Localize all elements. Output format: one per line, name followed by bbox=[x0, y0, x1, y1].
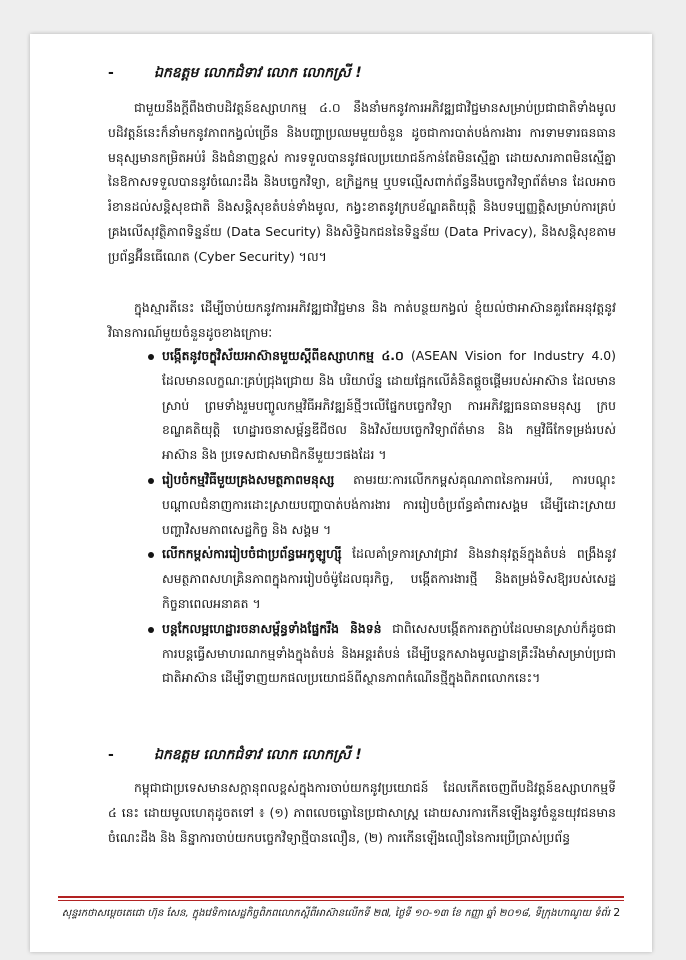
bullet-icon bbox=[148, 627, 154, 633]
list-item bbox=[148, 617, 616, 691]
paragraph-challenges: ជាមួយនឹងក្តីពឹងថាបដិវត្តន៍ឧស្សាហកម្ម ៤.០ នឹងនាំមកនូវការអភិវឌ្ឍជាវិជ្ជមានសម្រាប់ប្រជាជាតិទាំងមូល បដិវត្តន៍នេះក៏នាំមកនូវភាពកង្វល់ច្រើន និងបញ្ហាប្រឈមមួយចំនួន ដូចជាការបាត់បង់ការងារ ការទាមទារធនធានមនុស្សមានកម្រិតអប់រំ និងជំនាញខ្ពស់ ការទទួលបាននូវផលប្រយោជន៍កាន់តែមិនស្មើគ្នា ដោយសារភាពមិនស្មើគ្នានៃឱកាសទទួលបាននូវចំណេះដឹង និងបច្ចេកវិទ្យា, ឧក្រិដ្ឋកម្ម ឬបទល្មើសពាក់ព័ន្ធនឹងបច្ចេកវិទ្យាព័ត៌មាន ដែលអាចរំខានដល់សន្តិសុខជាតិ និងសន្តិសុខតំបន់ទាំងមូល, កង្វះខាតនូវក្របខ័ណ្ឌគតិយុត្តិ និងបទប្បញ្ញត្តិសម្រាប់ការគ្រប់គ្រងលើសុវត្ថិភាពទិន្នន័យ (Data Security) និងសិទ្ធិឯកជននៃទិន្នន័យ (Data Privacy), និងសន្តិសុខតាមប្រព័ន្ធអ៊ីនធើណេត (Cyber Security) ។ល។ bbox=[108, 100, 616, 264]
list-item bbox=[148, 468, 616, 542]
heading-dash: - bbox=[108, 65, 114, 81]
bullet-icon bbox=[148, 354, 154, 360]
bullet-text: តាមរយៈការលើកកម្ពស់គុណភាពនៃការអប់រំ, ការបណ្តុះបណ្តាលជំនាញការដោះស្រាយបញ្ហាបាត់បង់ការងារ ការរៀបចំប្រព័ន្ធគាំពារសង្គម ដើម្បីដោះស្រាយបញ្ហាវិសមភាពសេដ្ឋកិច្ច និង សង្គម ។ bbox=[162, 471, 616, 537]
bullet-lead: លើកកម្ពស់ការរៀបចំជាប្រព័ន្ធអេកូឡូហ្ស៊ី bbox=[162, 546, 342, 562]
page-footer bbox=[30, 906, 652, 921]
salutation-heading-2 bbox=[108, 744, 616, 766]
bullet-text: ជាពិសេសបង្កើតការតភ្ជាប់ដែលមានស្រាប់ក៏ដូចជាការបន្តធ្វើសមាហរណកម្មទាំងក្នុងតំបន់ និងអន្តរតំបន់ ដើម្បីបន្តកសាងមូលដ្ឋានគ្រឹះរឹងមាំសម្រាប់ប្រជាជាតិអាស៊ាន ដើម្បីទាញយកផលប្រយោជន៍ពីស្ថានភាពកំណើនថ្មីក្នុងពិភពលោកនេះ។ bbox=[162, 620, 616, 686]
heading-text: ឯកឧត្តម លោកជំទាវ លោក លោកស្រី ! bbox=[154, 746, 362, 763]
bullet-lead: បន្តកែលម្អហេដ្ឋារចនាសម្ព័ន្ធទាំងផ្នែករឹង និងទន់ bbox=[162, 620, 382, 636]
footer-rule-thin bbox=[58, 900, 624, 901]
bullet-icon bbox=[148, 552, 154, 558]
footer-rule bbox=[58, 896, 624, 898]
bullet-lead: រៀបចំកម្មវិធីមួយគ្រងសមត្ថភាពមនុស្ស bbox=[162, 471, 335, 487]
salutation-heading-1 bbox=[108, 62, 616, 84]
footer-citation: សុន្ទរកថាសម្តេចតេជោ ហ៊ុន សែន, ក្នុងវេទិកាសេដ្ឋកិច្ចពិភពលោកស្តីពីអាស៊ានលើកទី ២៧, ថ្ងៃទី ១០-១៣ ខែ កញ្ញា ឆ្នាំ ២០១៨, ទីក្រុងហាណូយ ទំព័រ bbox=[61, 908, 611, 919]
measures-list bbox=[148, 344, 616, 691]
heading-text: ឯកឧត្តម លោកជំទាវ លោក លោកស្រី ! bbox=[154, 64, 362, 81]
bullet-text: (ASEAN Vision for Industry 4.0) ដែលមានលក្ខណៈគ្រប់ជ្រុងជ្រោយ និង បរិយាប័ន្ន ដោយផ្អែកលើគំនិតផ្តួចផ្តើមរបស់អាស៊ាន ដែលមានស្រាប់ ព្រមទាំងរួមបញ្ចូលកម្មវិធីអភិវឌ្ឍន៍ថ្មីៗលើផ្នែកបច្ចេកវិទ្យា ការអភិវឌ្ឍធនធានមនុស្ស ក្របខណ្ឌគតិយុត្តិ ហេដ្ឋារចនាសម្ព័ន្ធឌីជីថល និងវិស័យបច្ចេកវិទ្យាព័ត៌មាន និង កម្មវិធីកែទម្រង់របស់អាស៊ាន និង ប្រទេសជាសមាជិកនីមួយៗផងដែរ ។ bbox=[162, 348, 616, 463]
list-item bbox=[148, 344, 616, 468]
bullet-lead: បង្កើតនូវចក្ខុវិស័យអាស៊ានមួយស្តីពីឧស្សាហកម្ម ៤.០ bbox=[162, 348, 404, 363]
document-page bbox=[30, 34, 652, 952]
bullet-text: ដែលគាំទ្រការស្រាវជ្រាវ និងនវានុវត្តន៍ក្នុងតំបន់ ពង្រឹងនូវសមត្ថភាពសហគ្រិនភាពក្នុងការរៀបចំម៉ូដែលធុរកិច្ច, បង្កើតការងារថ្មី និងតម្រង់ទិសឱ្យរបស់សេដ្ឋកិច្ចនាពេលអនាគត ។ bbox=[162, 546, 616, 611]
page-number: 2 bbox=[613, 906, 621, 919]
list-item bbox=[148, 542, 616, 616]
paragraph-measures-intro: ក្នុងស្មារតីនេះ ដើម្បីចាប់យកនូវការអភិវឌ្ឍជាវិជ្ជមាន និង កាត់បន្ថយកង្វល់ ខ្ញុំយល់ថាអាស៊ានគួរតែអនុវត្តនូវវិធានការណ៍មួយចំនួនដូចខាងក្រោមៈ bbox=[108, 300, 616, 340]
heading-dash: - bbox=[108, 747, 114, 763]
bullet-icon bbox=[148, 478, 154, 484]
paragraph-cambodia-potential: កម្ពុជាជាប្រទេសមានសក្តានុពលខ្ពស់ក្នុងការចាប់យកនូវប្រយោជន៍ ដែលកើតចេញពីបដិវត្តន៍ឧស្សាហកម្មទី ៤ នេះ ដោយមូលហេតុដូចតទៅ ៖ (១) ភាពលេចធ្លោនៃប្រជាសាស្ត្រ ដោយសារការកើនឡើងនូវចំនួនយុវជនមានចំណេះដឹង និង និន្នាការចាប់យកបច្ចេកវិទ្យាថ្មីបានលឿន, (២) ការកើនឡើងលឿននៃការប្រើប្រាស់ប្រព័ន្ធ bbox=[108, 780, 616, 845]
